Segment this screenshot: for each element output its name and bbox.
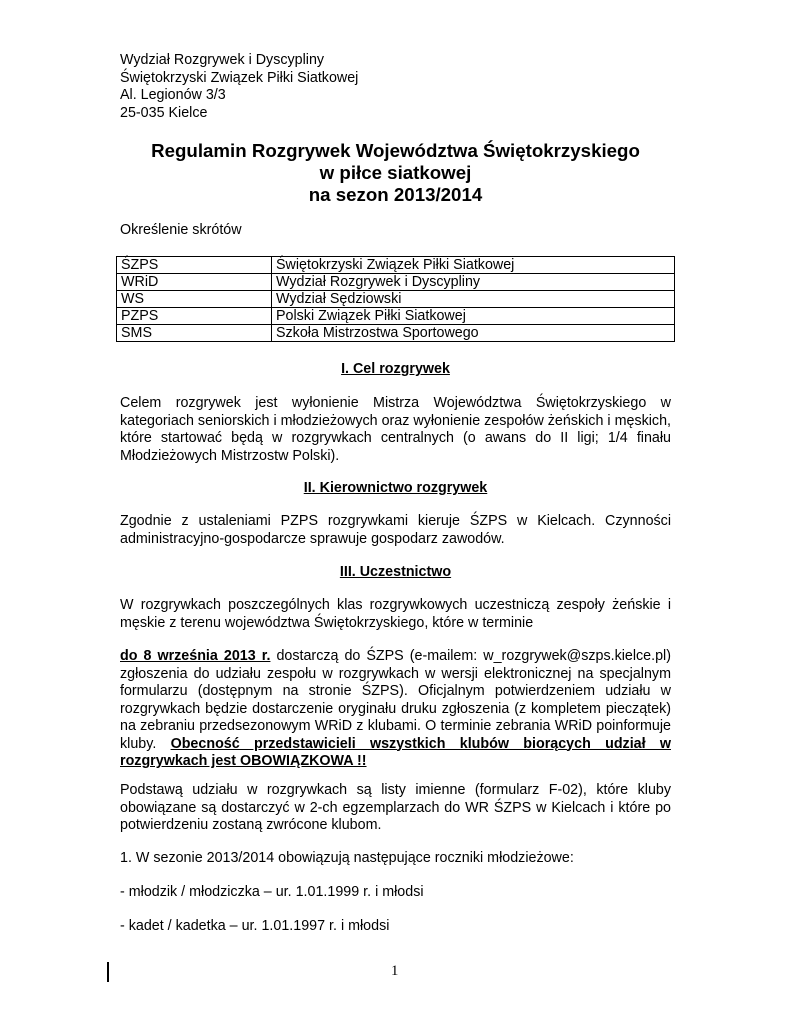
section-3-heading: III. Uczestnictwo (339, 564, 452, 580)
header-line-4: 25-035 Kielce (120, 104, 208, 121)
section-1-heading: I. Cel rozgrywek (341, 361, 450, 377)
submission-text: dostarczą do ŚZPS (e-mailem: w_rozgrywek@szps.kielce.pl) zgłoszenia do udziału zespołu w rozgrywkach w wersji elektronicznej na specjalnym formularzu (dostępnym na stronie ŚZPS). Oficjalnym potwierdzeniem udziału w rozgrywkach będzie dostarczenie oryginału druku zgłoszenia (z kompletem pieczątek) na zebraniu przedsezonowym WRiD z klubami. O terminie zebrania WRiD poinformuje kluby. (120, 648, 671, 752)
section-3-paragraph-2 (120, 648, 671, 771)
table-row (117, 325, 675, 342)
meaning-cell: Świętokrzyski Związek Piłki Siatkowej (272, 257, 675, 274)
age-category-2: - kadet / kadetka – ur. 1.01.1997 r. i młodsi (120, 918, 390, 934)
section-2-paragraph: Zgodnie z ustaleniami PZPS rozgrywkami kieruje ŚZPS w Kielcach. Czynności administracyjno-gospodarcze sprawuje gospodarz zawodów. (120, 513, 671, 547)
meaning-cell: Wydział Sędziowski (272, 291, 675, 308)
title-line-3: na sezon 2013/2014 (308, 184, 483, 205)
header-line-3: Al. Legionów 3/3 (120, 87, 226, 103)
table-row (117, 308, 675, 325)
section-3-paragraph-1: W rozgrywkach poszczególnych klas rozgrywkowych uczestniczą zespoły żeńskie i męskie z terenu województwa Świętokrzyskiego, które w terminie (120, 597, 671, 631)
title-line-1: Regulamin Rozgrywek Województwa Świętokrzyskiego (151, 140, 640, 161)
mandatory-attendance-text: Obecność przedstawicieli wszystkich klubów biorących udział w rozgrywkach jest OBOWIĄZKOWA !! (120, 735, 671, 769)
table-row (117, 257, 675, 274)
page-number: 1 (391, 963, 399, 979)
abbreviation-cell: SMS (117, 325, 272, 342)
meaning-cell: Szkoła Mistrzostwa Sportowego (272, 325, 675, 342)
header-line-2: Świętokrzyski Związek Piłki Siatkowej (120, 69, 359, 86)
deadline-text: do 8 września 2013 r. (120, 648, 271, 664)
abbreviation-cell: PZPS (117, 308, 272, 325)
meaning-cell: Wydział Rozgrywek i Dyscypliny (272, 274, 675, 291)
abbreviation-cell: WS (117, 291, 272, 308)
list-item-1: 1. W sezonie 2013/2014 obowiązują następujące roczniki młodzieżowe: (120, 850, 574, 866)
section-1-paragraph: Celem rozgrywek jest wyłonienie Mistrza Województwa Świętokrzyskiego w kategoriach seniorskich i młodzieżowych oraz wyłonienie zespołów żeńskich i męskich, które startować będą w rozgrywkach centralnych (o awans do II ligi; 1/4 finału Młodzieżowych Mistrzostw Polski). (120, 395, 671, 464)
abbreviation-cell: WRiD (117, 274, 272, 291)
abbreviations-table (116, 256, 675, 342)
abbreviation-cell: ŚZPS (117, 257, 272, 274)
section-3-paragraph-3: Podstawą udziału w rozgrywkach są listy imienne (formularz F-02), które kluby obowiązane są dostarczyć w 2-ch egzemplarzach do WR ŚZPS w Kielcach i które po potwierdzeniu zostaną zwrócone klubom. (120, 782, 671, 833)
header-address (120, 52, 358, 122)
table-row (117, 274, 675, 291)
text-cursor (107, 962, 109, 982)
abbreviations-heading: Określenie skrótów (120, 222, 242, 238)
section-2-heading: II. Kierownictwo rozgrywek (303, 480, 488, 496)
age-category-1: - młodzik / młodziczka – ur. 1.01.1999 r. i młodsi (120, 884, 424, 900)
title-line-2: w piłce siatkowej (319, 162, 472, 183)
table-row (117, 291, 675, 308)
header-line-1: Wydział Rozgrywek i Dyscypliny (120, 52, 325, 68)
document-title (120, 140, 671, 206)
meaning-cell: Polski Związek Piłki Siatkowej (272, 308, 675, 325)
